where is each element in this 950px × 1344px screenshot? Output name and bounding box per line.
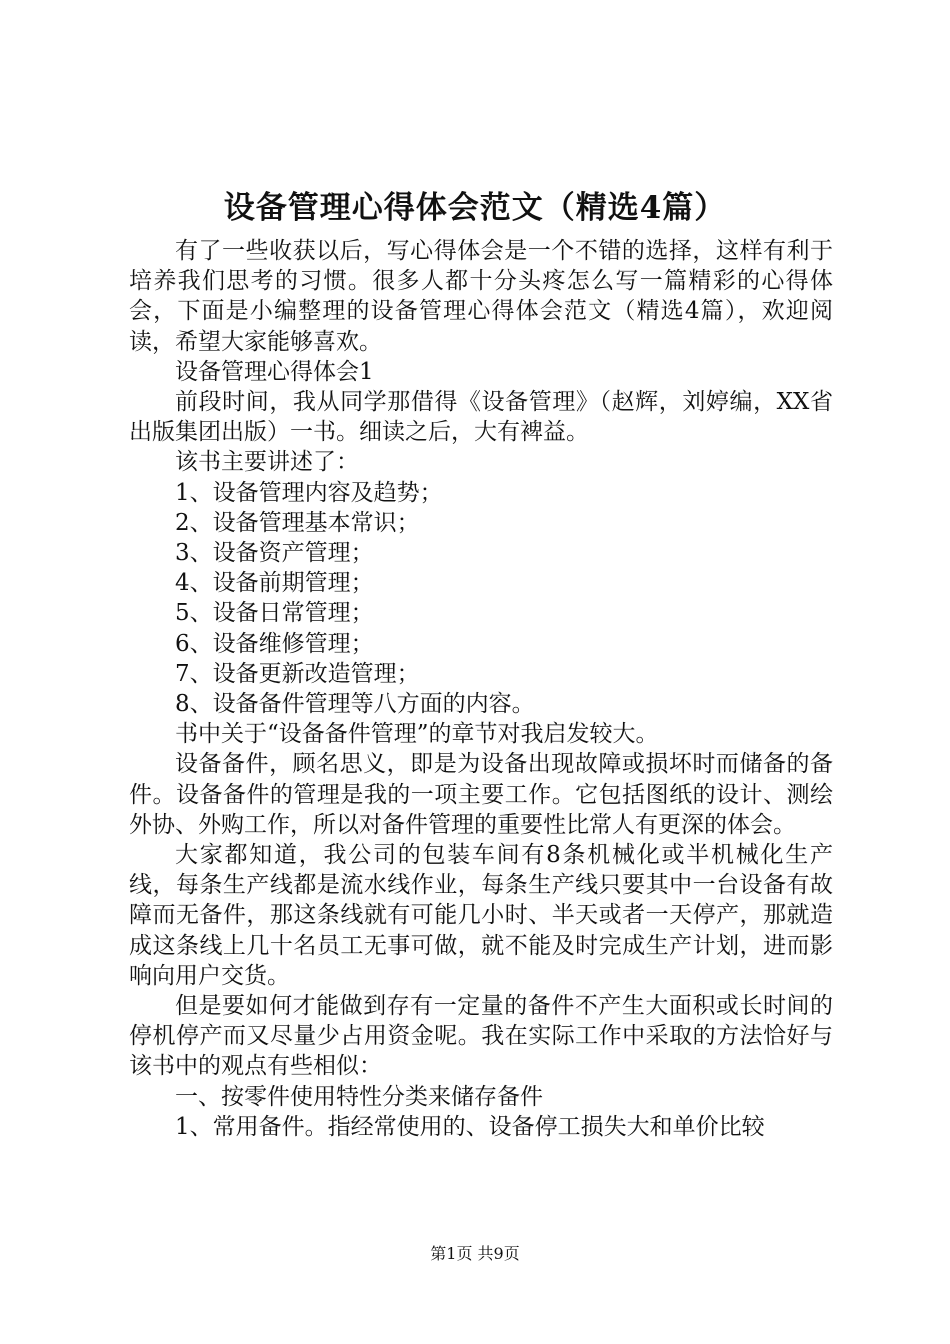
list-item: 2、设备管理基本常识； — [175, 509, 420, 536]
list-item: 5、设备日常管理； — [175, 600, 374, 627]
paragraph: 1、常用备件。指经常使用的、设备停工损失大和单价比较 — [175, 1113, 765, 1140]
list-item: 3、设备资产管理； — [175, 540, 374, 567]
paragraph: 有了一些收获以后，写心得体会是一个不错的选择，这样有利于培养我们思考的习惯。很多人都十分头疼怎么写一篇精彩的心得体会，下面是小编整理的设备管理心得体会范文（精选4篇），欢迎阅读，希望大家能够喜欢。 — [129, 238, 833, 355]
list-item: 8、设备备件管理等八方面的内容。 — [175, 691, 535, 718]
document-title: 设备管理心得体会范文（精选4篇） — [223, 190, 727, 226]
section-heading: 一、按零件使用特性分类来储存备件 — [175, 1083, 543, 1110]
document-body — [129, 236, 833, 1142]
list-item: 7、设备更新改造管理； — [175, 660, 420, 687]
paragraph: 前段时间，我从同学那借得《设备管理》（赵辉，刘婷编，XX省出版集团出版）一书。细读之后，大有裨益。 — [129, 389, 833, 446]
list-item: 4、设备前期管理； — [175, 570, 374, 597]
list-item: 6、设备维修管理； — [175, 630, 374, 657]
list-item: 1、设备管理内容及趋势； — [175, 479, 443, 506]
paragraph: 该书主要讲述了： — [175, 449, 359, 476]
paragraph: 设备备件，顾名思义，即是为设备出现故障或损坏时而储备的备件。设备备件的管理是我的一项主要工作。它包括图纸的设计、测绘外协、外购工作，所以对备件管理的重要性比常人有更深的体会。 — [129, 751, 833, 838]
paragraph: 但是要如何才能做到存有一定量的备件不产生大面积或长时间的停机停产而又尽量少占用资金呢。我在实际工作中采取的方法恰好与该书中的观点有些相似： — [129, 993, 833, 1080]
page-footer: 第1页 共9页 — [430, 1244, 520, 1263]
paragraph: 书中关于“设备备件管理”的章节对我启发较大。 — [175, 721, 659, 748]
paragraph: 大家都知道，我公司的包装车间有8条机械化或半机械化生产线，每条生产线都是流水线作业，每条生产线只要其中一台设备有故障而无备件，那这条线就有可能几小时、半天或者一天停产，那就造成这条线上几十名员工无事可做，就不能及时完成生产计划，进而影响向用户交货。 — [129, 842, 833, 989]
section-heading: 设备管理心得体会1 — [175, 358, 374, 385]
